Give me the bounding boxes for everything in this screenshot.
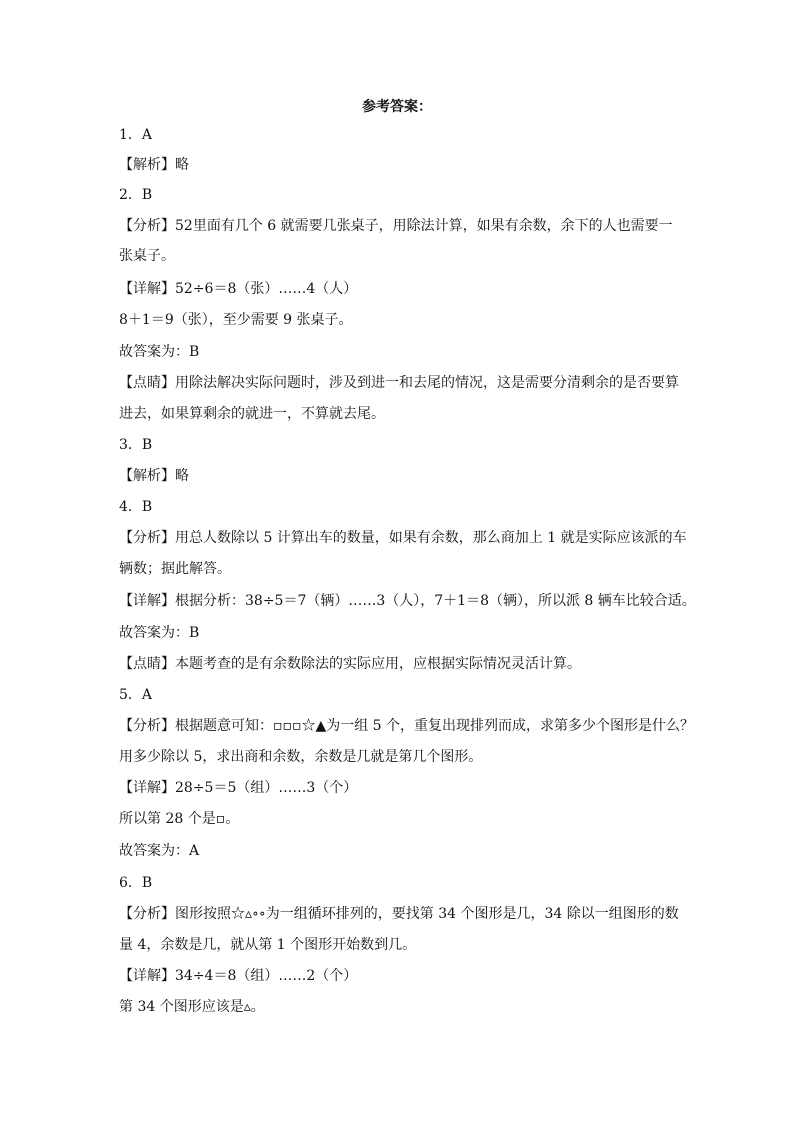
analysis-4-line-1: 【分析】用总人数除以 5 计算出车的数量，如果有余数，那么商加上 1 就是实际应该派的车 bbox=[119, 530, 687, 546]
detail-5: 【详解】28÷5＝5（组）……3（个） bbox=[119, 780, 358, 796]
detail-2: 【详解】52÷6＝8（张）……4（人） bbox=[119, 281, 358, 297]
answer-4: 4．B bbox=[119, 499, 153, 515]
detail-6-line-2: 第 34 个图形应该是▵。 bbox=[119, 999, 265, 1015]
detail-5-line-2: 所以第 28 个是▫。 bbox=[119, 811, 240, 827]
analysis-4-line-2: 辆数；据此解答。 bbox=[119, 561, 231, 577]
answer-key-title: 参考答案： bbox=[362, 99, 432, 115]
answer-5: 5．A bbox=[119, 687, 153, 703]
analysis-5-line-2: 用多少除以 5，求出商和余数，余数是几就是第几个图形。 bbox=[119, 749, 483, 765]
analysis-6-line-1: 【分析】图形按照☆▵∘∘为一组循环排列的，要找第 34 个图形是几，34 除以一组图形的数 bbox=[119, 906, 679, 922]
comment-2-line-1: 【点睛】用除法解决实际问题时，涉及到进一和去尾的情况，这是需要分清剩余的是否要算 bbox=[119, 375, 679, 391]
conclusion-4: 故答案为：B bbox=[119, 625, 200, 641]
answer-2: 2．B bbox=[119, 187, 153, 203]
analysis-2-line-2: 张桌子。 bbox=[119, 248, 175, 264]
answer-3: 3．B bbox=[119, 437, 153, 453]
analysis-1: 【解析】略 bbox=[119, 157, 189, 173]
analysis-3: 【解析】略 bbox=[119, 468, 189, 484]
detail-4: 【详解】根据分析：38÷5＝7（辆）……3（人），7＋1＝8（辆），所以派 8 辆车比较合适。 bbox=[119, 593, 696, 609]
analysis-5-line-1: 【分析】根据题意可知：▫▫▫☆▲为一组 5 个，重复出现排列而成，求第多少个图形是什么？ bbox=[119, 718, 695, 734]
analysis-2-line-1: 【分析】52里面有几个 6 就需要几张桌子，用除法计算，如果有余数，余下的人也需要一 bbox=[119, 218, 673, 234]
detail-2-line-2: 8＋1＝9（张），至少需要 9 张桌子。 bbox=[119, 312, 353, 328]
analysis-6-line-2: 量 4，余数是几，就从第 1 个图形开始数到几。 bbox=[119, 937, 417, 953]
conclusion-5: 故答案为：A bbox=[119, 843, 200, 859]
answer-6: 6．B bbox=[119, 875, 153, 891]
answer-1: 1．A bbox=[119, 127, 153, 143]
conclusion-2: 故答案为：B bbox=[119, 344, 200, 360]
detail-6: 【详解】34÷4＝8（组）……2（个） bbox=[119, 968, 358, 984]
comment-4: 【点睛】本题考查的是有余数除法的实际应用，应根据实际情况灵活计算。 bbox=[119, 656, 581, 672]
comment-2-line-2: 进去，如果算剩余的就进一，不算就去尾。 bbox=[119, 406, 385, 422]
